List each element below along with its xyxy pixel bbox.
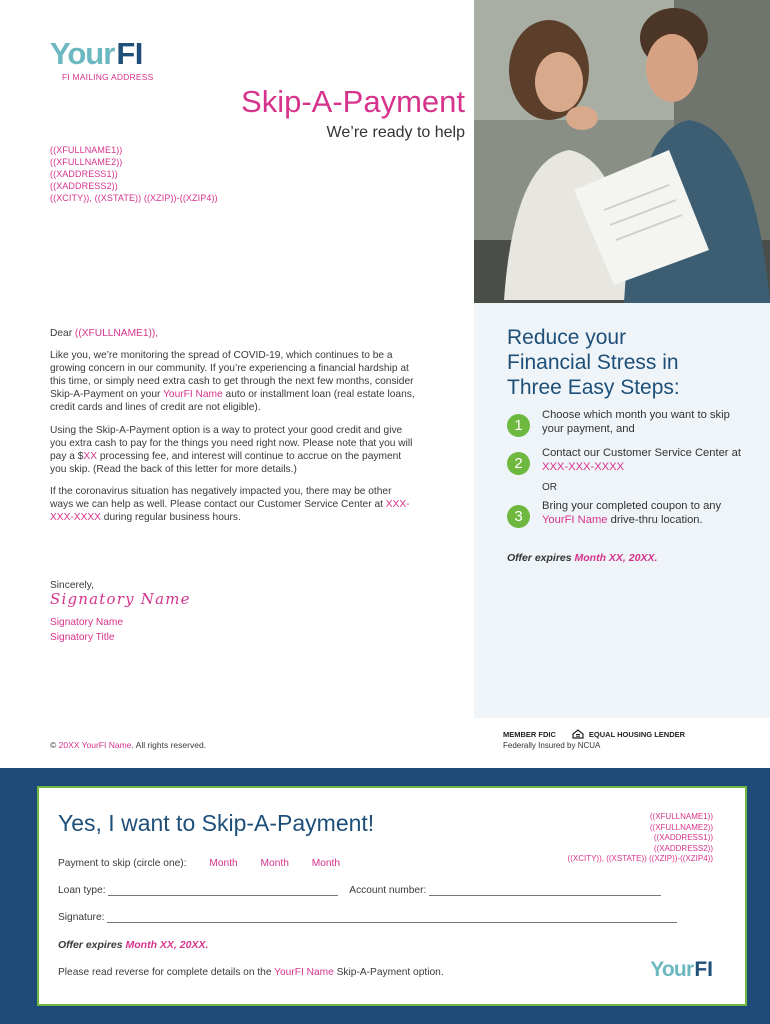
coupon-address: ((XFULLNAME1)) ((XFULLNAME2)) ((XADDRESS1)) ((XADDRESS2)) ((XCITY)), ((XSTATE)) ((XZIP))-((XZIP4)) bbox=[567, 812, 713, 863]
expires-date: Month XX, 20XX. bbox=[125, 939, 209, 951]
or-label: OR bbox=[542, 482, 557, 493]
step-number: 3 bbox=[507, 505, 530, 528]
signature-row bbox=[58, 912, 677, 923]
fi-name: YourFI Name bbox=[163, 389, 223, 401]
month-option[interactable]: Month bbox=[311, 858, 341, 869]
coupon-title: Yes, I want to Skip-A-Payment! bbox=[58, 810, 375, 836]
step-text: Contact our Customer Service Center at XXX-XXX-XXXX bbox=[542, 447, 741, 473]
month-option[interactable]: Month bbox=[209, 858, 238, 869]
house-icon bbox=[572, 729, 584, 739]
salutation-name: ((XFULLNAME1)), bbox=[74, 328, 159, 339]
account-number-label: Account number: bbox=[349, 885, 427, 896]
ncua-note: Federally Insured by NCUA bbox=[503, 741, 601, 750]
offer-expires: Offer expires Month XX, 20XX. bbox=[507, 552, 658, 564]
payment-label: Payment to skip (circle one): bbox=[58, 858, 187, 869]
step-text: Bring your completed coupon to any YourFI Name drive-thru location. bbox=[542, 500, 722, 526]
page-title: Skip-A-Payment bbox=[241, 84, 465, 119]
letter-body bbox=[50, 327, 415, 533]
logo-fi: FI bbox=[116, 36, 143, 71]
loan-type-label: Loan type: bbox=[58, 885, 106, 896]
paragraph: Using the Skip-A-Payment option is a way to protect your good credit and give you extra cash to pay for the things you need right now. Please note that you will pay a $XX processing fee, and interest will continue to accrue on the payment you skip. (Read the back of this letter for more details.) bbox=[50, 424, 413, 475]
yourfi-logo bbox=[50, 36, 143, 72]
member-fdic: MEMBER FDIC bbox=[503, 729, 556, 739]
phone-number: XXX-XXX-XXXX bbox=[542, 460, 625, 473]
couple-photo bbox=[474, 0, 770, 303]
fi-name: YourFI Name bbox=[542, 513, 608, 526]
signature-text: Signatory Name bbox=[50, 590, 191, 608]
recipient-line: ((XADDRESS2)) bbox=[50, 181, 118, 191]
member-fdic-line bbox=[503, 729, 685, 739]
coupon-offer-expires: Offer expires Month XX, 20XX. bbox=[58, 939, 209, 951]
month-option[interactable]: Month bbox=[260, 858, 289, 869]
steps-panel bbox=[474, 303, 770, 718]
recipient-line: ((XFULLNAME2)) bbox=[50, 157, 123, 167]
account-number-field[interactable] bbox=[429, 895, 661, 896]
recipient-line: ((XCITY)), ((XSTATE)) ((XZIP))-((XZIP4)) bbox=[50, 193, 218, 203]
paragraph: If the coronavirus situation has negatively impacted you, there may be other ways we can help as well. Please contact our Customer Service Center at XXX-XXX-XXXX during regular business hours. bbox=[50, 485, 410, 524]
steps-title: Reduce your Financial Stress in Three Easy Steps: bbox=[507, 326, 680, 399]
page-subtitle: We’re ready to help bbox=[326, 124, 465, 141]
signature-label: Signature: bbox=[58, 912, 105, 923]
recipient-address bbox=[50, 144, 218, 204]
closing: Sincerely, bbox=[50, 580, 94, 591]
signatory-title: Signatory Title bbox=[50, 632, 115, 643]
fi-name: YourFI Name bbox=[274, 967, 334, 978]
coupon bbox=[37, 786, 747, 1006]
payment-row bbox=[58, 858, 340, 869]
coupon-note: Please read reverse for complete details on the YourFI Name Skip-A-Payment option. bbox=[58, 967, 444, 978]
mailing-address: FI MAILING ADDRESS bbox=[62, 72, 154, 82]
recipient-line: ((XFULLNAME1)) bbox=[50, 145, 123, 155]
signature-field[interactable] bbox=[107, 922, 677, 923]
signature-script bbox=[50, 590, 191, 609]
phone-number: XXX-XXX-XXXX bbox=[50, 499, 410, 524]
salutation: Dear ((XFULLNAME1)), bbox=[50, 328, 159, 339]
step-text: Choose which month you want to skip your payment, and bbox=[542, 409, 730, 435]
logo-your: Your bbox=[50, 36, 115, 71]
equal-housing-lender: EQUAL HOUSING LENDER bbox=[572, 729, 685, 739]
loan-row bbox=[58, 885, 661, 896]
yourfi-logo: Your FI bbox=[650, 958, 713, 981]
step-number: 2 bbox=[507, 452, 530, 475]
paragraph: Like you, we’re monitoring the spread of COVID-19, which continues to be a growing concern in our community. If you’re experiencing a financial hardship at this time, or simply need extra cash to get through the next few months, consider Skip-A-Payment on your YourFI Name auto or installment loan (real estate loans, credit cards and lines of credit are not eligible). bbox=[50, 350, 415, 414]
fee-amount: XX bbox=[83, 450, 98, 462]
signatory-name: Signatory Name bbox=[50, 617, 124, 628]
step-number: 1 bbox=[507, 414, 530, 437]
loan-type-field[interactable] bbox=[108, 895, 338, 896]
expires-date: Month XX, 20XX. bbox=[574, 552, 658, 564]
copyright: © 20XX YourFI Name. All rights reserved. bbox=[50, 740, 207, 750]
recipient-line: ((XADDRESS1)) bbox=[50, 169, 118, 179]
